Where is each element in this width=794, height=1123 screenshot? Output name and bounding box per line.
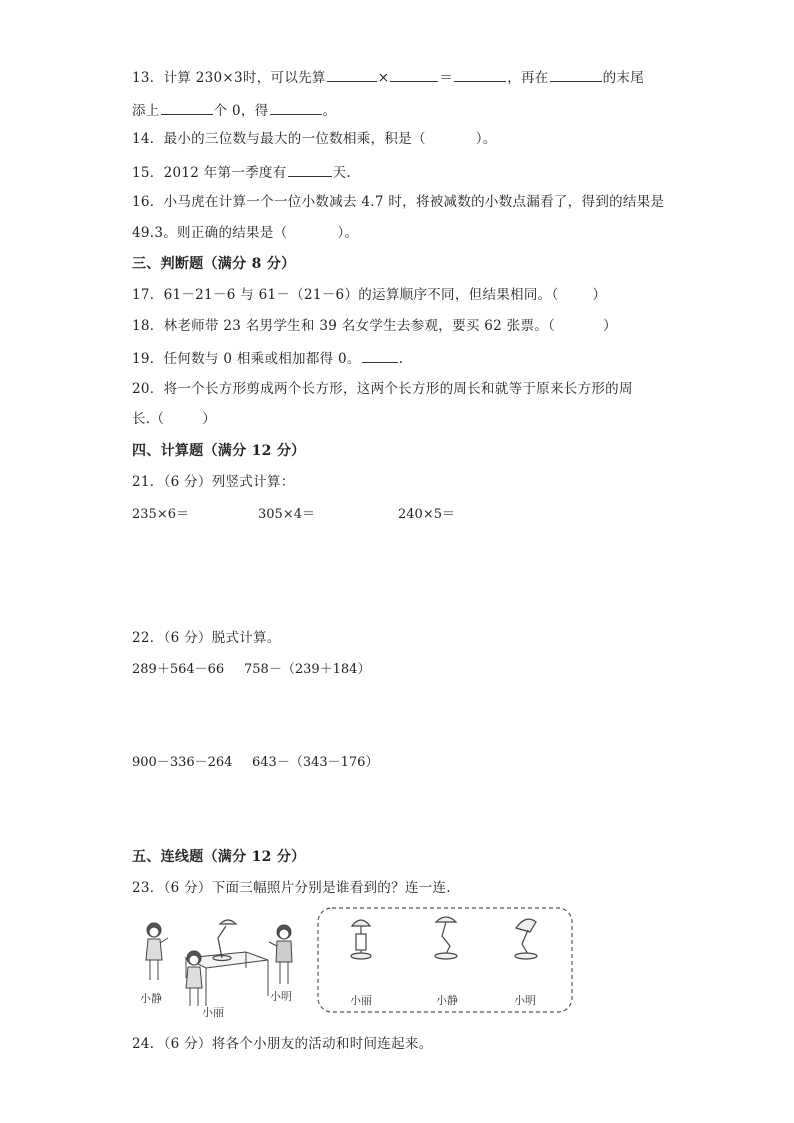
step-calc-1: 289＋564－66	[132, 662, 225, 677]
q13-equals: ＝	[439, 70, 454, 86]
photo-label-3: 小明	[514, 994, 536, 1007]
answer-blank[interactable]	[390, 67, 438, 82]
vertical-calc-3: 240×5＝	[398, 507, 455, 522]
question-18	[132, 317, 617, 335]
question-24-title: 24．（6 分）将各个小朋友的活动和时间连起来。	[132, 1036, 433, 1052]
question-16-line-2	[132, 224, 358, 242]
section-5-heading: 五、连线题（满分 12 分）	[132, 849, 306, 865]
answer-blank[interactable]	[362, 348, 398, 363]
step-calc-2: 758－（239＋184）	[244, 662, 371, 677]
q18-close: ）	[603, 318, 617, 334]
child-xiaojing-icon	[146, 923, 168, 980]
q20-text: 20．将一个长方形剪成两个长方形，这两个长方形的周长和就等于原来长方形的周	[132, 381, 633, 397]
section-4-heading: 四、计算题（满分 12 分）	[132, 443, 306, 459]
q14-text: 14．最小的三位数与最大的一位数相乘，积是（	[132, 131, 426, 147]
q18-text: 18．林老师带 23 名男学生和 39 名女学生去参观，要买 62 张票。（	[132, 318, 556, 334]
question-15	[132, 162, 351, 182]
q13-text-d: 添上	[132, 103, 160, 119]
q13-text-b: ，再在	[507, 70, 549, 86]
scene-illustration	[136, 908, 306, 1018]
child-xiaoli-icon	[186, 951, 202, 1006]
lamp-side-view-icon[interactable]	[435, 917, 457, 959]
child-xiaoming-icon	[269, 925, 292, 984]
answer-blank[interactable]	[327, 67, 377, 82]
lamp-front-view-icon[interactable]	[351, 920, 371, 959]
answer-blank[interactable]	[288, 162, 332, 177]
lamp-back-view-icon[interactable]	[515, 919, 537, 959]
question-19	[132, 348, 403, 368]
q20-text-2: 长.（	[132, 411, 165, 427]
question-23-title: 23．（6 分）下面三幅照片分别是谁看到的？连一连.	[132, 880, 451, 896]
q19-text: 19．任何数与 0 相乘或相加都得 0。	[132, 351, 361, 367]
q13-text-c: 的末尾	[602, 70, 644, 86]
question-21-title: 21．（6 分）列竖式计算：	[132, 474, 295, 490]
q13-text-a: 13．计算 230×3时，可以先算	[132, 70, 326, 86]
answer-blank[interactable]	[161, 100, 213, 115]
photo-label-2: 小静	[436, 994, 458, 1007]
answer-blank[interactable]	[550, 67, 602, 82]
section-3-heading: 三、判断题（满分 8 分）	[132, 256, 296, 272]
q17-text: 17．61－21－6 与 61－（21－6）的运算顺序不同，但结果相同。（	[132, 287, 559, 303]
question-22-title: 22．（6 分）脱式计算。	[132, 630, 281, 646]
q16-text-2: 49.3。则正确的结果是（	[132, 225, 288, 241]
question-13-line-2	[132, 100, 336, 120]
scene-label-xiaojing: 小静	[140, 992, 162, 1005]
photos-panel	[316, 906, 574, 1016]
photo-label-1: 小丽	[350, 994, 372, 1007]
answer-blank[interactable]	[270, 100, 322, 115]
q13-text-e: 个 0，得	[213, 103, 269, 119]
answer-blank[interactable]	[454, 67, 506, 82]
scene-label-xiaoli: 小丽	[202, 1006, 224, 1018]
question-20-line-2	[132, 410, 216, 428]
q13-times: ×	[377, 70, 390, 86]
question-17	[132, 286, 606, 304]
question-16-line-1	[132, 193, 664, 211]
question-20-line-1	[132, 380, 633, 398]
q19-end: .	[398, 351, 404, 367]
q20-close: ）	[202, 411, 217, 427]
q16-text: 16．小马虎在计算一个一位小数减去 4.7 时，将被减数的小数点漏看了，得到的结果是	[132, 194, 665, 210]
q14-close: ）。	[475, 131, 497, 147]
vertical-calc-1: 235×6＝	[132, 507, 189, 522]
q13-text-f: 。	[322, 103, 337, 119]
q15-end: 天.	[332, 165, 351, 181]
question-13-line-1	[132, 67, 644, 87]
q15-text: 15．2012 年第一季度有	[132, 165, 287, 181]
step-calc-4: 643－（343－176）	[252, 755, 379, 770]
q17-close: ）	[592, 287, 607, 303]
vertical-calc-2: 305×4＝	[258, 507, 315, 522]
scene-label-xiaoming: 小明	[270, 990, 292, 1003]
step-calc-3: 900－336－264	[132, 755, 233, 770]
q16-close: ）。	[337, 225, 359, 241]
question-14	[132, 130, 497, 148]
